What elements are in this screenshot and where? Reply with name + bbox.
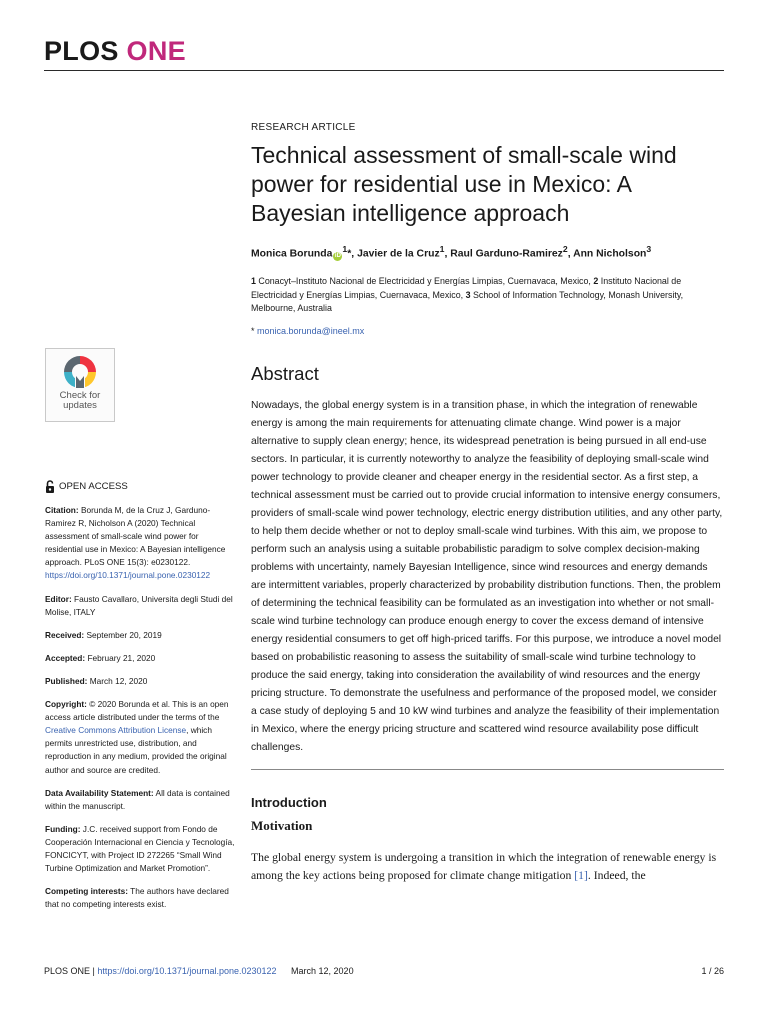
competing-interests-text: The authors have declared that no competing interests exist. xyxy=(45,886,229,910)
affiliation-number: 1 xyxy=(251,276,256,287)
article-title: Technical assessment of small-scale wind power for residential use in Mexico: A Bayesian intelligence approach xyxy=(251,142,677,226)
badge-line-1: Check for xyxy=(59,390,101,401)
published-label: Published: xyxy=(45,675,88,686)
page-footer xyxy=(44,966,724,976)
author-name[interactable]: Ann Nicholson xyxy=(573,248,647,260)
main-column xyxy=(251,118,724,885)
open-access-text: OPEN ACCESS xyxy=(59,481,128,493)
affiliation-text: Conacyt–Instituto Nacional de Electricidad y Energías Limpias, Cuernavaca, Mexico, xyxy=(258,276,594,287)
abstract-divider xyxy=(251,769,724,770)
author-list xyxy=(251,244,724,261)
motivation-heading: Motivation xyxy=(251,818,313,834)
affiliation-number: 3 xyxy=(465,289,471,300)
citation-text: Borunda M, de la Cruz J, Garduno-Ramirez R, Nicholson A (2020) Technical assessment of small-scale wind power for residential use in Mexico: A Bayesian intelligence approach. PLoS ONE 15(3): e0230122. xyxy=(45,505,226,568)
editor-label: Editor: xyxy=(45,593,72,604)
header-divider xyxy=(44,70,724,71)
footer-journal: PLOS ONE | xyxy=(44,966,98,976)
intro-text-end: . Indeed, the xyxy=(587,869,646,883)
data-availability-label: Data Availability Statement: xyxy=(45,787,154,798)
competing-interests-block xyxy=(45,885,235,911)
author-separator: *, xyxy=(347,248,358,260)
orcid-icon[interactable]: iD xyxy=(334,253,341,260)
copyright-label: Copyright: xyxy=(45,699,87,710)
crossmark-icon xyxy=(61,353,99,391)
email-link[interactable]: monica.borunda@ineel.mx xyxy=(257,326,365,337)
author-affil-sup: 3 xyxy=(646,244,652,254)
open-access-label xyxy=(45,480,235,494)
article-info-sidebar xyxy=(45,480,235,921)
received-block xyxy=(45,629,235,642)
logo-plos: PLOS xyxy=(44,36,119,66)
affiliations xyxy=(251,275,724,315)
badge-line-2: updates xyxy=(63,400,97,411)
intro-text: The global energy system is undergoing a transition in which the integration of renewable energy is among the key actions being proposed for climate change mitigation xyxy=(251,851,717,883)
copyright-block xyxy=(45,698,235,777)
funding-label: Funding: xyxy=(45,823,81,834)
published-date: March 12, 2020 xyxy=(89,675,148,686)
author-name[interactable]: Monica Borunda xyxy=(251,248,333,260)
corresponding-email xyxy=(251,326,724,336)
data-availability-block xyxy=(45,787,235,813)
logo-one: ONE xyxy=(126,36,186,66)
author-affil-sup: 1 xyxy=(439,244,445,254)
author-affil-sup: 2 xyxy=(562,244,568,254)
copyright-text-end: , which permits unrestricted use, distribution, and reproduction in any medium, provided the original author and source are credited. xyxy=(45,725,227,775)
editor-block xyxy=(45,593,235,619)
footer-doi-link[interactable]: https://doi.org/10.1371/journal.pone.0230122 xyxy=(97,966,277,976)
published-block xyxy=(45,675,235,688)
author-name[interactable]: Javier de la Cruz xyxy=(357,248,440,260)
author-name[interactable]: Raul Garduno-Ramirez xyxy=(450,248,563,260)
page-number: 1 / 26 xyxy=(701,966,724,976)
article-type: RESEARCH ARTICLE xyxy=(251,122,356,133)
affiliation-number: 2 xyxy=(593,276,599,287)
editor-text: Fausto Cavallaro, Universita degli Studi del Molise, ITALY xyxy=(45,593,233,617)
introduction-heading: Introduction xyxy=(251,795,327,811)
reference-link[interactable]: [1] xyxy=(574,869,588,883)
journal-logo[interactable] xyxy=(44,36,186,67)
affiliation-text: School of Information Technology, Monash University, Melbourne, Australia xyxy=(251,289,684,314)
accepted-label: Accepted: xyxy=(45,652,86,663)
accepted-date: February 21, 2020 xyxy=(87,652,156,663)
open-lock-icon xyxy=(45,480,55,494)
email-star: * xyxy=(251,326,255,337)
citation-label: Citation: xyxy=(45,505,79,515)
accepted-block xyxy=(45,652,235,665)
funding-block xyxy=(45,823,235,875)
received-date: September 20, 2019 xyxy=(86,629,162,640)
check-for-updates-badge[interactable] xyxy=(45,348,115,422)
received-label: Received: xyxy=(45,629,85,640)
author-affil-sup: 1 xyxy=(342,244,348,254)
author-separator: , xyxy=(444,248,451,260)
affiliation-text: Instituto Nacional de Electricidad y Energías Limpias, Cuernavaca, Mexico, xyxy=(251,276,682,300)
license-link[interactable]: Creative Commons Attribution License xyxy=(45,725,187,736)
intro-paragraph xyxy=(251,849,724,885)
abstract-heading: Abstract xyxy=(251,363,319,385)
copyright-text: © 2020 Borunda et al. This is an open access article distributed under the terms of the xyxy=(45,699,229,723)
data-availability-text: All data is contained within the manuscript. xyxy=(45,787,230,811)
funding-text: J.C. received support from Fondo de Cooperación Internacional en Ciencia y Tecnología, FONCICYT, with Project ID 272265 “Small Wind Turbine Optimization and Market Promotion”. xyxy=(45,823,235,874)
abstract-text: Nowadays, the global energy system is in a transition phase, in which the integration of renewable energy is among the main requirements for attenuating climate change. Wind power is a major alternative to supply clean energy; hence, its widespread penetration is being pursued in all end-use sectors. In particular, it is currently noteworthy to analyze the feasibility of deploying small-scale wind power technology to provide cleaner and cheaper energy in the residential sector. As a first step, a technical assessment must be carried out to provide crucial information to intensive energy consumers, providers of small-scale wind power technology, electric energy distribution utilities, and any other party, to help them decide whether or not to deploy small-scale wind turbines. With this aim, we propose to perform such an analysis using a suitable probabilistic paradigm to solve complex decision-making problems with uncertainty, namely Bayesian Intelligence, since wind resources and energy demands are intermittent variables, properly characterized by probability distribution functions. Then, the problem of determining the technical feasibility can be formulated as an investigation into whether or not small-scale wind turbine technology can produce enough energy to cover the excess demand of intensive energy residential consumers to get off high-priced tariffs. For this purpose, we introduce a novel model based on probabilistic reasoning to assess the suitability of small-scale wind turbine technology to produce the said energy, taking into consideration the availability of wind resources and the energy pricing structure. To demonstrate the usefulness and performance of the proposed model, we consider a case study of deploying 5 and 10 kW wind turbines and analyze the feasibility of their implementation in Mexico, where the energy pricing structure and scattered wind resource availability pose difficult challenges. xyxy=(251,400,723,754)
footer-date: March 12, 2020 xyxy=(291,966,354,976)
citation-block xyxy=(45,504,235,583)
citation-doi-link[interactable]: https://doi.org/10.1371/journal.pone.0230122 xyxy=(45,570,211,581)
author-separator: , xyxy=(567,248,574,260)
competing-interests-label: Competing interests: xyxy=(45,886,128,897)
